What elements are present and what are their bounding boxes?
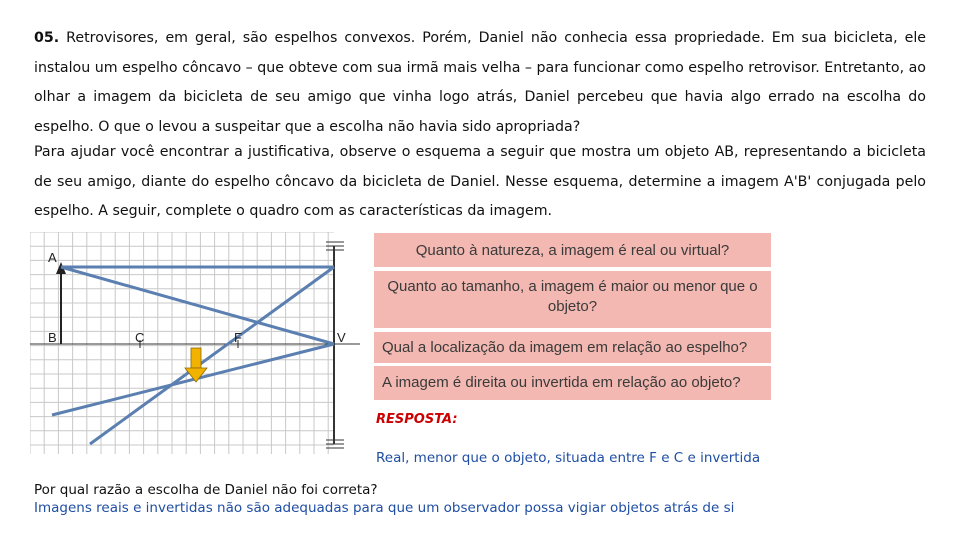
label-a: A xyxy=(48,250,57,265)
question-paragraph-1 xyxy=(34,24,926,142)
label-f: F xyxy=(234,330,242,345)
response-answer: Real, menor que o objeto, situada entre F e C e invertida xyxy=(376,450,761,466)
ray-reflected-through-focus xyxy=(90,267,334,444)
label-v: V xyxy=(337,330,346,345)
question-number: 05. xyxy=(34,30,60,46)
table-question-location: Qual a localização da imagem em relação ao espelho? xyxy=(374,332,771,363)
grid xyxy=(30,232,334,454)
final-answer: Imagens reais e invertidas não são adequadas para que um observador possa vigiar objetos atrás de si xyxy=(34,500,735,516)
concave-mirror-diagram xyxy=(30,232,360,454)
final-question: Por qual razão a escolha de Daniel não foi correta? xyxy=(34,482,378,498)
response-title: RESPOSTA: xyxy=(376,412,458,427)
question-paragraph-2: Para ajudar você encontrar a justificativa, observe o esquema a seguir que mostra um objeto AB, representando a bicicleta de seu amigo, diante do espelho côncavo da bicicleta de Daniel. Nesse esquema, determine a imagem A'B' conjugada pelo espelho. A seguir, complete o quadro com as características da imagem. xyxy=(34,144,926,220)
question-text: Retrovisores, em geral, são espelhos convexos. Porém, Daniel não conhecia essa propriedade. Em sua bicicleta, ele instalou um espelho côncavo – que obteve com sua irmã mais velha – para funcionar como espelho retrovisor. Entretanto, ao olhar a imagem da bicicleta de seu amigo que vinha logo atrás, Daniel percebeu que havia algo errado na escolha do espelho. O que o levou a suspeitar que a escolha não havia sido apropriada? xyxy=(34,30,926,135)
label-b: B xyxy=(48,330,57,345)
image-arrow-shaft xyxy=(191,348,201,368)
ray-to-vertex xyxy=(61,267,334,344)
table-question-nature: Quanto à natureza, a imagem é real ou virtual? xyxy=(374,233,771,267)
label-c: C xyxy=(135,330,145,345)
table-question-size: Quanto ao tamanho, a imagem é maior ou menor que o objeto? xyxy=(374,271,771,328)
table-question-orientation: A imagem é direita ou invertida em relação ao objeto? xyxy=(374,366,771,400)
